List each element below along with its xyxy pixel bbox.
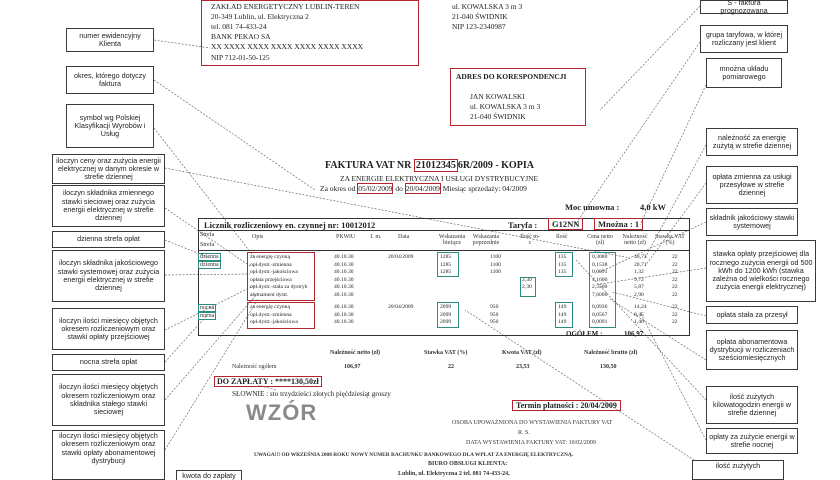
row-description: opł.dystr.-stała za dystryb <box>250 284 308 290</box>
seller-name: ZAKŁAD ENERGETYCZNY LUBLIN-TEREN <box>211 2 360 11</box>
row-unit-price: 0,3080 <box>592 254 608 260</box>
row-months: 2,30 <box>522 284 532 290</box>
row-current-reading: 2099 <box>440 311 452 318</box>
row-unit-price: 0,0567 <box>592 311 608 318</box>
summary-h-net: Należność netto (zł) <box>330 350 380 356</box>
correspondence-city: 21-040 ŚWIDNIK <box>470 112 526 121</box>
col-header-strefa: Strefa <box>200 232 215 238</box>
row-vat-rate: 22 <box>672 284 678 290</box>
row-net-amount: 20,71 <box>634 261 647 268</box>
callout-night-zone: nocna strefa opłat <box>52 354 165 371</box>
row-vat-rate: 22 <box>672 254 678 260</box>
amount-in-words: SŁOWNIE : sto trzydzieści złotych pięćdziesiąt groszy <box>232 390 391 398</box>
row-description: opł.dystr.-jakościowa <box>250 319 298 325</box>
callout-transition-rate: stawka opłaty przejściowej dla rocznego zużycia energii od 500 kWh do 1200 kWh (stawka zależna od wielkości rocznego zużycia energii elektrycznej) <box>706 240 816 302</box>
period-mid: do <box>395 184 403 193</box>
row-vat-rate: 22 <box>672 269 678 275</box>
issuer-initials: R. S. <box>518 430 530 436</box>
summary-rate: 22 <box>448 364 454 370</box>
seller-address: 20-349 Lublin, ul. Elektryczna 2 <box>211 12 309 21</box>
row-current-reading: 2099 <box>440 319 452 325</box>
row-unit-price: 4,1600 <box>592 276 608 283</box>
col-header-pop: Wskazania poprzednie <box>472 234 500 246</box>
invoice-title-suffix: 6R/2009 - KOPIA <box>457 160 534 171</box>
callout-variable-transmission: opłata zmienna za usługi przesyłowe w strefie dziennej <box>706 166 798 204</box>
row-description: za energię czynną <box>250 254 290 260</box>
callout-amount-due: kwota do zapłaty <box>176 470 242 480</box>
row-current-reading: 1285 <box>440 261 452 268</box>
col-header-strefa2: Strefa <box>200 242 215 248</box>
correspondence-heading: ADRES DO KORESPONDENCJI <box>456 72 567 81</box>
row-vat-rate: 22 <box>672 304 678 310</box>
callout-kwh-day: ilość zużytych kilowatogodzin energii w strefie dziennej <box>706 386 798 424</box>
biez-highlight-day <box>437 252 459 277</box>
row-pkwiu: 40.10.30 <box>334 311 354 318</box>
row-pkwiu: 40.10.30 <box>334 254 354 260</box>
row-pkwiu: 40.10.30 <box>334 261 354 268</box>
col-header-mc: Ilość m-c <box>520 234 540 246</box>
callout-multiplier: mnożna układu pomiarowego <box>706 58 782 88</box>
row-pkwiu: 40.10.30 <box>334 304 354 310</box>
zone-night: nocna <box>200 305 215 311</box>
power-label: Moc umowna : <box>565 202 620 212</box>
row-date: 20/04/2009 <box>388 304 414 310</box>
multiplier-value: 1 <box>634 219 640 229</box>
total-label: OGÓŁEM : <box>566 330 603 338</box>
row-quantity: 135 <box>558 261 567 268</box>
row-previous-reading: 950 <box>490 319 499 325</box>
row-vat-rate: 22 <box>672 261 678 268</box>
zone-day: dzienna <box>200 254 219 260</box>
total-value: 106,97 <box>624 330 644 338</box>
callout-client-number: numer ewidencyjny Klienta <box>66 28 154 52</box>
col-header-cena: Cena netto (zł) <box>587 234 613 246</box>
invoice-title <box>325 160 534 171</box>
office-label: BIURO OBSŁUGI KLIENTA: <box>428 461 508 467</box>
summary-h-vat: Kwota VAT (zł) <box>502 350 542 356</box>
row-current-reading: 1285 <box>440 254 452 260</box>
row-net-amount: 8,45 <box>634 311 644 318</box>
callout-night-charges: opłaty za zużycie energii w strefie nocnej <box>706 428 798 454</box>
invoice-subtitle: ZA ENERGIE ELEKTRYCZNA I USŁUGI DYSTRYBUCYJNE <box>340 174 539 183</box>
col-header-pkwiu: PKWiU <box>336 234 356 240</box>
row-net-amount: 2,90 <box>634 291 644 298</box>
callout-forecast-invoice: S - faktura prognozowana <box>700 0 788 14</box>
correspondence-street: ul. KOWALSKA 3 m 3 <box>470 102 541 111</box>
correspondence-name: JAN KOWALSKI <box>470 92 525 101</box>
col-header-vat: Stawka VAT (%) <box>655 234 685 246</box>
period-to: 20/04/2009 <box>405 184 440 193</box>
period-from: 05/02/2009 <box>358 184 393 193</box>
row-date: 20/04/2009 <box>388 254 414 260</box>
row-quantity: 149 <box>558 319 567 325</box>
seller-nip: NIP 712-01-50-125 <box>211 53 270 62</box>
callout-day-energy-charge: należność za energię zużytą w strefie dziennej <box>706 128 798 156</box>
callout-kwh-night: ilość zużytych <box>692 460 784 480</box>
row-previous-reading: 1100 <box>490 261 501 268</box>
row-net-amount: 1,32 <box>634 269 644 275</box>
summary-label: Należność ogółem <box>232 364 277 370</box>
seller-bank: BANK PEKAO SA <box>211 32 271 41</box>
row-vat-rate: 22 <box>672 319 678 325</box>
desc-highlight-day <box>247 252 315 301</box>
cena-highlight <box>589 252 616 328</box>
row-description: abonament dystr. <box>250 291 289 298</box>
row-vat-rate: 22 <box>672 311 678 318</box>
row-unit-price: 2,5500 <box>592 284 608 290</box>
col-header-opis: Opis <box>252 234 264 240</box>
meter-header: Licznik rozliczeniowy en. czynnej nr: 10012012 <box>204 220 376 230</box>
row-pkwiu: 40.10.30 <box>334 269 354 275</box>
row-description: opłata przejściowa <box>250 276 292 283</box>
callout-subscription-fee: iloczyn ilości miesięcy objętych okresem rozliczeniowym oraz stawki opłaty abonamentowej dystrybucji <box>52 430 165 480</box>
sale-month: Miesiąc sprzedaży: 04/2009 <box>442 184 527 193</box>
row-net-amount: 9,72 <box>634 276 644 283</box>
callout-pkwiu-symbol: symbol wg Polskiej Klasyfikacji Wyrobów i Usług <box>66 104 154 148</box>
tariff-value: G12NN <box>548 218 583 230</box>
callout-day-zone: dzienna strefa opłat <box>52 231 165 248</box>
row-pkwiu: 40.10.30 <box>334 291 354 298</box>
row-net-amount: 5,87 <box>634 284 644 290</box>
multiplier-box <box>594 218 643 230</box>
summary-net: 106,97 <box>344 364 361 370</box>
multiplier-label: Mnożna : <box>598 219 633 229</box>
row-previous-reading: 1100 <box>490 269 501 275</box>
callout-variable-network-day: iloczyn składnika zmiennego stawki sieciowej oraz zużycia energii elektrycznej w strefie dziennej <box>52 185 165 227</box>
callout-fixed-network: iloczyn ilości miesięcy objętych okresem rozliczeniowym oraz składnika stałego stawki sieciowej <box>52 374 165 426</box>
callout-quality-component: składnik jakościowy stawki systemowej <box>706 208 798 236</box>
seller-phone: tel. 081 74-433-24 <box>211 22 267 31</box>
summary-vat: 23,53 <box>516 364 530 370</box>
payment-deadline: Termin płatności : 20/04/2009 <box>512 400 621 411</box>
issuer-label: OSOBA UPOWAŻNIONA DO WYSTAWIENIA FAKTURY VAT <box>452 420 613 426</box>
mc-highlight <box>520 277 536 297</box>
row-description: za energię czynną <box>250 304 290 310</box>
ilosc-highlight-day <box>555 252 573 277</box>
row-quantity: 149 <box>558 304 567 310</box>
row-unit-price: 0,0936 <box>592 304 608 310</box>
buyer-city: 21-040 ŚWIDNIK <box>452 12 508 21</box>
row-net-amount: 14,24 <box>634 304 647 310</box>
callout-billing-period: okres, którego dotyczy faktura <box>66 66 154 94</box>
row-unit-price: 0,1538 <box>592 261 608 268</box>
row-quantity: 149 <box>558 311 567 318</box>
summary-gross: 130,50 <box>600 364 617 370</box>
callout-transition-fee: iloczyn ilości miesięcy objętych okresem rozliczeniowym oraz stawki opłaty przejściowej <box>52 308 165 350</box>
row-vat-rate: 22 <box>672 276 678 283</box>
power-value: 4,0 kW <box>640 202 666 212</box>
col-header-ilosc: Ilość <box>556 234 568 240</box>
col-header-netto: Należność netto (zł) <box>622 234 648 246</box>
row-quantity: 135 <box>558 269 567 275</box>
meter-table-colheader-rule <box>198 250 690 251</box>
col-header-jm: J. m. <box>370 234 382 240</box>
row-previous-reading: 1100 <box>490 254 501 260</box>
zone-day-2: dzienna <box>200 262 219 268</box>
period-prefix: Za okres od <box>320 184 356 193</box>
callout-energy-day-amount: iloczyn ceny oraz zużycia energii elektrycznej w danym okresie w strefie dziennej <box>52 154 165 184</box>
row-current-reading: 2099 <box>440 304 452 310</box>
issue-date: DATA WYSTAWIENIA FAKTURY VAT: 10/02/2009 <box>466 440 596 446</box>
row-net-amount: 40,73 <box>634 254 647 260</box>
col-header-biez: Wskazania bieżące <box>438 234 466 246</box>
tariff-label: Taryfa : <box>508 220 538 230</box>
meter-table-header-rule <box>198 230 690 231</box>
bank-notice: UWAGA!!! OD WRZEŚNIA 2008 ROKU NOWY NUMER RACHUNKU BANKOWEGO DLA WPŁAT ZA ENERGIĘ ELEKTRYCZNĄ. <box>254 452 574 458</box>
invoice-number: 21012345 <box>415 160 456 171</box>
to-pay: DO ZAPŁATY : ****130,50zł <box>214 376 322 387</box>
desc-highlight-night <box>247 302 315 329</box>
buyer-nip: NIP 123-2340987 <box>452 22 506 31</box>
row-pkwiu: 40.10.30 <box>334 319 354 325</box>
biez-highlight-night <box>437 302 459 328</box>
callout-subscription-six-month: opłata abonamentowa dystrybucji w rozliczeniach sześciomiesięcznych <box>706 330 798 370</box>
summary-h-gross: Należność brutto (zł) <box>584 350 638 356</box>
ilosc-highlight-night <box>555 302 573 328</box>
row-description: opł.dystr.-zmienna <box>250 261 292 268</box>
row-vat-rate: 22 <box>672 291 678 298</box>
callout-fixed-transmission: opłata stała za przesył <box>706 306 798 324</box>
row-unit-price: 0,0091 <box>592 319 608 325</box>
callout-tariff-group: grupa taryfowa, w której rozliczany jest klient <box>700 25 788 53</box>
watermark-wzor: WZÓR <box>246 400 318 425</box>
row-previous-reading: 950 <box>490 311 499 318</box>
invoice-period <box>320 184 527 193</box>
row-unit-price: 0,0091 <box>592 269 608 275</box>
row-pkwiu: 40.10.30 <box>334 284 354 290</box>
zone-night-2: nocna <box>200 313 215 319</box>
row-description: opł.dystr.-jakościowa <box>250 269 298 275</box>
col-header-data: Data <box>398 234 410 240</box>
summary-h-rate: Stawka VAT (%) <box>424 350 468 356</box>
row-pkwiu: 40.10.30 <box>334 276 354 283</box>
row-unit-price: 7,6000 <box>592 291 608 298</box>
office-address: Lublin, ul. Elektryczna 2 tel. 081 74-433-24, <box>398 471 510 477</box>
callout-quality-day: iloczyn składnika jakościowego stawki systemowej oraz zużycia energii elektrycznej w strefie dziennej <box>52 250 165 302</box>
invoice-title-prefix: FAKTURA VAT NR <box>325 160 412 171</box>
row-previous-reading: 950 <box>490 304 499 310</box>
seller-account: XX XXXX XXXX XXXX XXXX XXXX XXXX <box>211 42 364 51</box>
row-net-amount: 1,46 <box>634 319 644 325</box>
row-description: opł.dystr.-zmienna <box>250 311 292 318</box>
row-quantity: 135 <box>558 254 567 260</box>
buyer-street: ul. KOWALSKA 3 m 3 <box>452 2 523 11</box>
row-current-reading: 1285 <box>440 269 452 275</box>
row-months: 2,30 <box>522 276 532 283</box>
